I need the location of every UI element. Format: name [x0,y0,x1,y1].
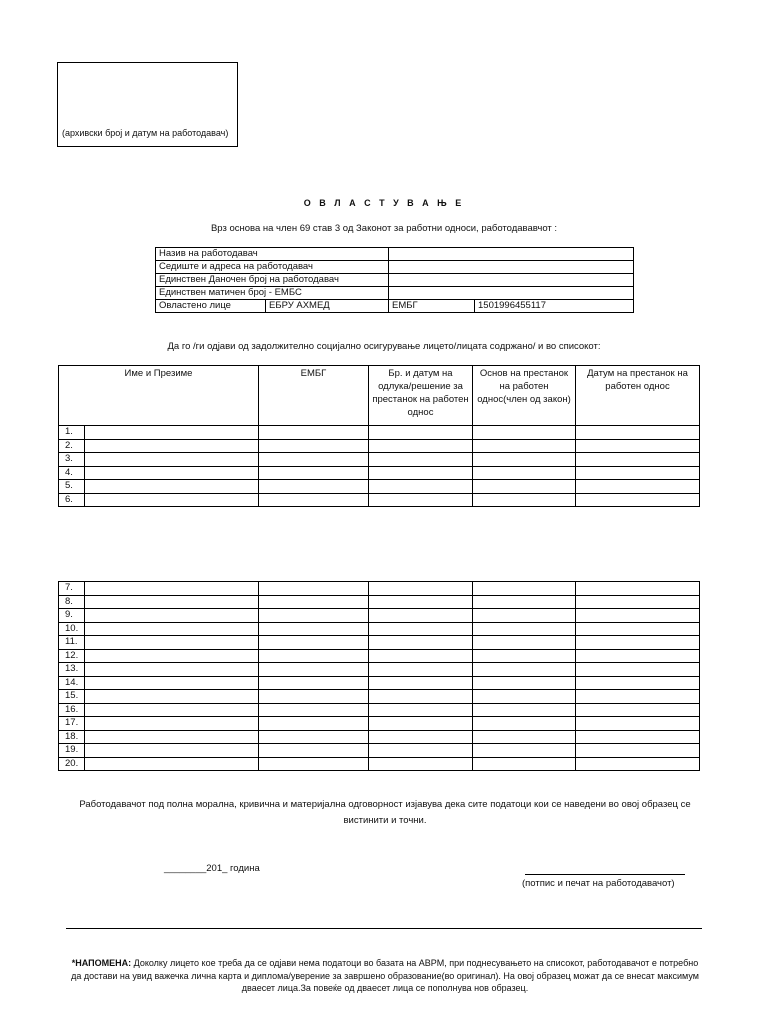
row-number: 13. [59,663,85,677]
decision-cell[interactable] [369,730,473,744]
embg-cell[interactable] [259,466,369,480]
employer-info-table [155,247,634,313]
row-number: 10. [59,622,85,636]
row-number: 16. [59,703,85,717]
embg-cell[interactable] [259,609,369,623]
employer-info-value-field[interactable] [389,287,634,300]
table-row [59,582,700,596]
employer-info-label: Назив на работодавач [156,248,389,261]
decision-cell[interactable] [369,582,473,596]
basis-cell[interactable] [473,595,576,609]
intro-text: Врз основа на член 69 став 3 од Законот за работни односи, работодававчот : [210,223,558,234]
employer-info-label: Седиште и адреса на работодавач [156,261,389,274]
name-cell[interactable] [85,663,259,677]
employee-table-1 [58,365,700,507]
employer-info-value-field[interactable] [389,248,634,261]
authorized-embg-value[interactable]: 1501996455117 [475,300,634,313]
name-cell[interactable] [85,636,259,650]
table-row [59,703,700,717]
employee-table-2 [58,581,700,771]
name-cell[interactable] [85,703,259,717]
name-cell[interactable] [85,480,259,494]
name-cell[interactable] [85,757,259,771]
basis-cell[interactable] [473,453,576,467]
row-number: 2. [59,439,85,453]
name-cell[interactable] [85,649,259,663]
header-end-date: Датум на престанок на работен однос [576,366,700,426]
decision-cell[interactable] [369,426,473,440]
signature-line [525,874,685,875]
row-number: 7. [59,582,85,596]
end-date-cell[interactable] [576,493,700,507]
basis-cell[interactable] [473,426,576,440]
decision-cell[interactable] [369,676,473,690]
name-cell[interactable] [85,622,259,636]
basis-cell[interactable] [473,582,576,596]
end-date-cell[interactable] [576,609,700,623]
decision-cell[interactable] [369,690,473,704]
row-number: 17. [59,717,85,731]
table-row [59,690,700,704]
embg-cell[interactable] [259,582,369,596]
name-cell[interactable] [85,466,259,480]
table-row [59,636,700,650]
decision-cell[interactable] [369,453,473,467]
end-date-cell[interactable] [576,582,700,596]
footnote [70,957,700,995]
end-date-cell[interactable] [576,622,700,636]
table-row [59,480,700,494]
end-date-cell[interactable] [576,636,700,650]
basis-cell[interactable] [473,703,576,717]
end-date-cell[interactable] [576,744,700,758]
name-cell[interactable] [85,744,259,758]
name-cell[interactable] [85,426,259,440]
header-name: Име и Презиме [59,366,259,426]
basis-cell[interactable] [473,730,576,744]
decision-cell[interactable] [369,703,473,717]
decision-cell[interactable] [369,622,473,636]
row-number: 8. [59,595,85,609]
row-number: 18. [59,730,85,744]
header-basis: Основ на престанок на работен однос(член од закон) [473,366,576,426]
employer-info-row [156,248,634,261]
note-text: Доколку лицето кое треба да се одјави нема податоци во базата на АВРМ, при поднесувањето на списокот, работодавачот е потребно да достави на увид важечка лична карта и диплома/уверение за завршено образование(во оригинал). На овој образец можат да се внесат максимум дваесет лица.За повеќе од дваесет лица се пополнува нов образец. [71,958,699,993]
name-cell[interactable] [85,717,259,731]
separator-rule [66,928,702,929]
row-number: 5. [59,480,85,494]
basis-cell[interactable] [473,609,576,623]
embg-cell[interactable] [259,730,369,744]
embg-cell[interactable] [259,480,369,494]
decision-cell[interactable] [369,744,473,758]
decision-cell[interactable] [369,480,473,494]
authorized-label: Овластено лице [156,300,266,313]
name-cell[interactable] [85,609,259,623]
authorized-name[interactable]: ЕБРУ АХМЕД [266,300,389,313]
decision-cell[interactable] [369,636,473,650]
table-row [59,757,700,771]
name-cell[interactable] [85,493,259,507]
name-cell[interactable] [85,439,259,453]
employer-info-label: Единствен матичен број - ЕМБС [156,287,389,300]
end-date-cell[interactable] [576,480,700,494]
row-number: 3. [59,453,85,467]
embg-cell[interactable] [259,493,369,507]
end-date-cell[interactable] [576,690,700,704]
end-date-cell[interactable] [576,676,700,690]
note-label: *НАПОМЕНА: [71,958,132,968]
basis-cell[interactable] [473,663,576,677]
basis-cell[interactable] [473,622,576,636]
row-number: 14. [59,676,85,690]
name-cell[interactable] [85,595,259,609]
end-date-cell[interactable] [576,426,700,440]
table-row [59,622,700,636]
list-subtitle: Да го /ги одјави од задолжително социјално осигурување лицето/лицата содржано/ и во списокот: [167,341,601,352]
row-number: 20. [59,757,85,771]
signature-caption: (потпис и печат на работодавачот) [522,878,675,889]
basis-cell[interactable] [473,439,576,453]
table-row [59,609,700,623]
employer-info-label: Единствен Даночен број на работодавач [156,274,389,287]
row-number: 19. [59,744,85,758]
table-row [59,426,700,440]
decision-cell[interactable] [369,717,473,731]
embg-cell[interactable] [259,690,369,704]
employer-info-row [156,261,634,274]
row-number: 9. [59,609,85,623]
end-date-cell[interactable] [576,663,700,677]
table-row [59,730,700,744]
name-cell[interactable] [85,730,259,744]
table-row [59,595,700,609]
basis-cell[interactable] [473,480,576,494]
decision-cell[interactable] [369,663,473,677]
embg-cell[interactable] [259,636,369,650]
embg-cell[interactable] [259,703,369,717]
embg-cell[interactable] [259,622,369,636]
basis-cell[interactable] [473,493,576,507]
embg-cell[interactable] [259,717,369,731]
employer-info-value-field[interactable] [389,274,634,287]
table-row [59,663,700,677]
embg-cell[interactable] [259,757,369,771]
date-line: ________201_ година [164,863,260,874]
header-embg: ЕМБГ [259,366,369,426]
archive-caption: (архивски број и датум на работодавач) [62,128,229,138]
embg-cell[interactable] [259,426,369,440]
embg-cell[interactable] [259,439,369,453]
table-row [59,453,700,467]
embg-cell[interactable] [259,649,369,663]
end-date-cell[interactable] [576,595,700,609]
document-title: О В Л А С Т У В А Њ Е [303,198,465,208]
authorized-embg-label: ЕМБГ [389,300,475,313]
row-number: 4. [59,466,85,480]
name-cell[interactable] [85,582,259,596]
employer-info-value-field[interactable] [389,261,634,274]
employer-info-row [156,274,634,287]
table-row [59,717,700,731]
basis-cell[interactable] [473,717,576,731]
basis-cell[interactable] [473,690,576,704]
table-row [59,439,700,453]
row-number: 6. [59,493,85,507]
embg-cell[interactable] [259,744,369,758]
decision-cell[interactable] [369,439,473,453]
end-date-cell[interactable] [576,453,700,467]
end-date-cell[interactable] [576,717,700,731]
table-row [59,466,700,480]
decision-cell[interactable] [369,609,473,623]
authorized-person-row [156,300,634,313]
basis-cell[interactable] [473,676,576,690]
row-number: 15. [59,690,85,704]
end-date-cell[interactable] [576,649,700,663]
header-decision: Бр. и датум на одлука/решение за престанок на работен однос [369,366,473,426]
embg-cell[interactable] [259,453,369,467]
basis-cell[interactable] [473,649,576,663]
end-date-cell[interactable] [576,466,700,480]
end-date-cell[interactable] [576,439,700,453]
embg-cell[interactable] [259,676,369,690]
decision-cell[interactable] [369,595,473,609]
row-number: 12. [59,649,85,663]
decision-cell[interactable] [369,493,473,507]
decision-cell[interactable] [369,757,473,771]
employer-info-row [156,287,634,300]
basis-cell[interactable] [473,744,576,758]
table-row [59,744,700,758]
basis-cell[interactable] [473,466,576,480]
name-cell[interactable] [85,690,259,704]
archive-number-box [57,62,238,147]
name-cell[interactable] [85,453,259,467]
basis-cell[interactable] [473,636,576,650]
table-row [59,493,700,507]
embg-cell[interactable] [259,663,369,677]
name-cell[interactable] [85,676,259,690]
end-date-cell[interactable] [576,730,700,744]
declaration-text: Работодавачот под полна морална, кривична и материјална одговорност изјавува дека сите податоци кои се наведени во овој образец се вистинити и точни. [79,799,691,826]
decision-cell[interactable] [369,649,473,663]
basis-cell[interactable] [473,757,576,771]
table-row [59,676,700,690]
end-date-cell[interactable] [576,703,700,717]
row-number: 11. [59,636,85,650]
embg-cell[interactable] [259,595,369,609]
end-date-cell[interactable] [576,757,700,771]
decision-cell[interactable] [369,466,473,480]
row-number: 1. [59,426,85,440]
table-row [59,649,700,663]
